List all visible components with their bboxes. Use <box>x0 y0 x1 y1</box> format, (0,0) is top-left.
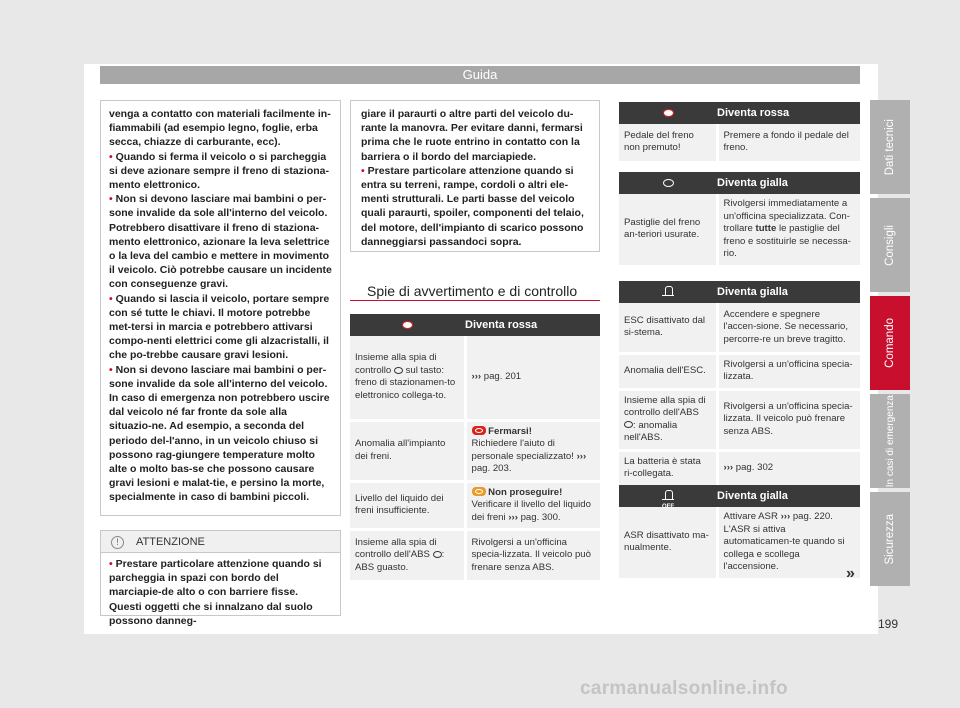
page-reference[interactable]: pag. 300. <box>520 511 561 523</box>
cell-text: Livello del liquido dei freni insufficiente. <box>355 492 444 517</box>
asr-off-icon <box>662 490 674 510</box>
bullet-item <box>109 150 332 193</box>
tab-sicurezza[interactable] <box>870 492 910 586</box>
attention-title: ATTENZIONE <box>136 536 205 548</box>
reference-arrow: ››› <box>471 371 482 382</box>
attention-header <box>101 531 340 553</box>
brake-warning-icon <box>402 321 413 329</box>
brake-fluid-icon <box>472 487 486 496</box>
cell-text: La batteria è stata ri-collegata. <box>624 455 701 479</box>
table-row <box>350 336 600 420</box>
warning-lights-table-pads <box>619 172 860 268</box>
tab-label: Consigli <box>884 224 896 266</box>
reference-arrow: ››› <box>576 450 587 462</box>
table-header: Diventa rossa <box>465 318 538 331</box>
cell-text: L'ASR si attiva automaticamen-te quando si collega e scollega l'accensione. <box>723 523 845 572</box>
watermark: carmanualsonline.info <box>580 678 788 699</box>
bullet-icon: • <box>109 363 113 376</box>
attention-continuation-box <box>350 100 600 252</box>
bullet-item <box>109 363 332 505</box>
table-row <box>619 303 860 353</box>
section-title: Spie di avvertimento e di controllo <box>367 283 578 299</box>
asr-off-label: OFF <box>662 504 674 510</box>
bullet-item <box>361 164 589 249</box>
continuation-text: giare il paraurti o altre parti del veicolo du-rante la manovra. Per evitare danni, fermarsi prima che le ruote entrino in contatto con la barriera o il bordo del marciapiede. <box>361 108 583 163</box>
cell-text: Accendere e spegnere l'accen-sione. Se necessario, percorre-re un breve tragitto. <box>723 308 848 345</box>
cell-text: Premere a fondo il pedale del freno. <box>723 129 849 154</box>
bullet-icon: • <box>361 164 365 177</box>
cell-text: le pastiglie del freno e sostituirle se necessa-rio. <box>723 223 851 259</box>
tab-consigli[interactable] <box>870 198 910 292</box>
cell-emphasis: tutte <box>755 223 777 234</box>
tab-label: Comando <box>884 318 896 368</box>
bullet-text: Prestare particolare attenzione quando si entra su terreni, rampe, cordoli o altri ele-menti strutturali. Le parti basse del veicolo quali paraurti, spoiler, componenti del telaio, del motore, dell'impianto di scarico possono danneggiarsi passandoci sopra. <box>361 164 584 248</box>
warning-lights-table-brake <box>350 314 600 583</box>
chapter-header: Guida <box>100 66 860 84</box>
cell-text: Pedale del freno non premuto! <box>624 129 694 154</box>
cell-text: ESC disattivato dal si-stema. <box>624 314 706 339</box>
tab-label: In casi di emergenza <box>884 394 896 488</box>
bullet-item <box>109 292 332 363</box>
bullet-text: Quando si ferma il veicolo o si parcheggia si deve azionare sempre il freno di staziona-mento elettronico. <box>109 150 329 192</box>
parking-brake-icon <box>394 367 403 374</box>
table-row <box>619 389 860 450</box>
bullet-icon: • <box>109 558 113 570</box>
brake-pedal-icon <box>663 109 674 117</box>
reference-arrow: ››› <box>723 461 734 473</box>
page-reference[interactable]: pag. 203. <box>471 463 512 474</box>
cell-text: : ABS guasto. <box>355 549 445 573</box>
esc-icon <box>662 286 674 298</box>
cell-text: Insieme alla spia di controllo dell'ABS <box>355 536 437 561</box>
cell-text: Pastiglie del freno an-teriori usurate. <box>624 216 701 241</box>
page-reference[interactable]: pag. 201 <box>483 371 522 382</box>
warning-lights-table-asr <box>619 485 860 581</box>
brake-pad-icon <box>663 179 674 187</box>
table-row <box>619 124 860 162</box>
tab-in-casi-di-emergenza[interactable] <box>870 394 910 488</box>
page-reference[interactable]: pag. 220. <box>792 511 833 522</box>
tab-comando[interactable] <box>870 296 910 390</box>
cell-text: sul tasto: freno di stazionamen-to elettronico collega-to. <box>355 364 456 401</box>
warning-lights-table-esc <box>619 281 860 488</box>
tab-label: Dati tecnici <box>884 118 896 176</box>
cell-text: : anomalia nell'ABS. <box>624 419 678 443</box>
table-row <box>619 353 860 389</box>
cell-text: Rivolgersi a un'officina specia-lizzata. Il veicolo può frenare senza ABS. <box>723 400 853 437</box>
cell-text: Insieme alla spia di controllo dell'ABS <box>624 394 706 418</box>
table-row <box>619 450 860 486</box>
bullet-item <box>109 192 332 291</box>
reference-arrow: ››› <box>780 511 791 522</box>
cell-title: Non proseguire! <box>488 486 563 498</box>
table-row <box>350 481 600 530</box>
bullet-text: Non si devono lasciare mai bambini o per-sone invalide da sole all'interno del veicolo. Potrebbero disattivare il freno di staziona-mento elettronico, azionare la leva selettrice o la leva del cambio e mettere in movimento il veicolo. Ciò potrebbe causare un incidente con conseguenze gravi. <box>109 193 332 291</box>
table-row <box>350 420 600 481</box>
cell-title: Fermarsi! <box>488 425 532 437</box>
bullet-icon: • <box>109 292 113 305</box>
cell-text: Rivolgersi a un'officina specia-lizzata. Il veicolo può frenare senza ABS. <box>471 536 591 573</box>
table-header: Diventa gialla <box>717 489 788 502</box>
table-header: Diventa gialla <box>717 176 788 189</box>
tab-dati-tecnici[interactable] <box>870 100 910 194</box>
intro-text: venga a contatto con materiali facilmente in-fiammabili (ad esempio legno, foglie, erba secca, chiazze di carburante, ecc). <box>109 108 331 149</box>
cell-text: Attivare ASR <box>723 511 778 522</box>
brake-warning-icon <box>472 426 486 435</box>
section-divider <box>350 300 600 301</box>
page-number: 199 <box>878 617 899 631</box>
cell-text: Rivolgersi immediatamente a un'officina specializzata. Con-trollare <box>723 198 850 234</box>
cell-text: Insieme alla spia di controllo <box>355 352 437 376</box>
bullet-icon: • <box>109 150 113 163</box>
attention-icon: ! <box>111 536 124 549</box>
table-header: Diventa rossa <box>717 106 790 119</box>
reference-arrow: ››› <box>508 511 518 523</box>
cell-text: Anomalia dell'ESC. <box>624 364 706 376</box>
cell-text: Richiedere l'aiuto di personale specializzato! <box>471 438 574 462</box>
abs-icon <box>624 421 633 428</box>
bullet-icon: • <box>109 193 113 206</box>
attention-body <box>101 553 340 628</box>
table-header: Diventa gialla <box>717 285 788 298</box>
continue-marker: » <box>846 565 855 582</box>
warning-continuation-box <box>100 100 341 516</box>
tab-label: Sicurezza <box>884 513 896 565</box>
attention-text: Prestare particolare attenzione quando si parcheggia in spazi con bordo del marciapie-de alto o con barriere fisse. Questi oggetti che si innalzano dal suolo possono danneg- <box>109 558 322 627</box>
table-row <box>619 194 860 266</box>
page-reference[interactable]: pag. 302 <box>735 461 774 473</box>
chapter-tabs <box>870 100 910 590</box>
table-row <box>350 530 600 582</box>
table-row <box>619 507 860 579</box>
bullet-text: Non si devono lasciare mai bambini o per-sone invalide da sole all'interno del veicolo. In caso di emergenza non potrebbero uscire dal veicolo né far fronte da sole alla situazio-ne. Ad esempio, a seconda del periodo del-l'anno, in un veicolo chiuso si possono rag-giungere temperature molto alte o molto bas-se che possono causare gravi lesioni e malat-tie, e persino la morte, specialmente in caso di bambini piccoli. <box>109 363 330 504</box>
attention-box <box>100 530 341 627</box>
cell-text: ASR disattivato ma-nualmente. <box>624 529 709 554</box>
cell-text: Verificare il livello del liquido dei freni <box>471 499 591 523</box>
warning-lights-table-pedal <box>619 102 860 164</box>
bullet-text: Quando si lascia il veicolo, portare sempre con sé tutte le chiavi. Il motore potrebbe met-tersi in marcia e potrebbero attivarsi compo-nenti elettrici come gli alzacristalli, il che po-trebbe causare gravi lesioni. <box>109 292 330 362</box>
abs-icon <box>433 551 442 558</box>
cell-text: Anomalia all'impianto dei freni. <box>355 438 446 462</box>
cell-text: Rivolgersi a un'officina specia-lizzata. <box>723 358 853 382</box>
